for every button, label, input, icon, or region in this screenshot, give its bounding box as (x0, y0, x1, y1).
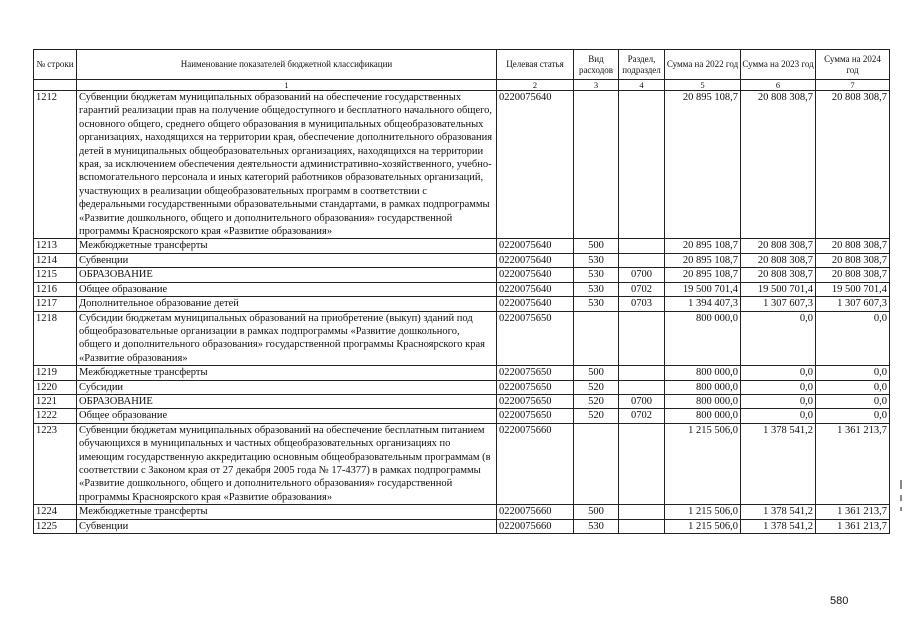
table-row (34, 239, 890, 253)
table-row (34, 519, 890, 533)
row-number: 1223 (34, 423, 77, 504)
row-number: 1222 (34, 409, 77, 423)
section-code (619, 239, 665, 253)
target-article: 0220075660 (497, 519, 574, 533)
expense-type: 520 (574, 409, 619, 423)
column-number (34, 80, 77, 91)
target-article: 0220075650 (497, 380, 574, 394)
column-number: 2 (497, 80, 574, 91)
indicator-name: Межбюджетные трансферты (77, 505, 497, 519)
sum-2022: 800 000,0 (665, 380, 741, 394)
indicator-name: Межбюджетные трансферты (77, 239, 497, 253)
target-article: 0220075650 (497, 366, 574, 380)
target-article: 0220075660 (497, 505, 574, 519)
section-code (619, 366, 665, 380)
row-number: 1220 (34, 380, 77, 394)
section-code: 0700 (619, 268, 665, 282)
column-number: 3 (574, 80, 619, 91)
sum-2022: 20 895 108,7 (665, 268, 741, 282)
section-code (619, 380, 665, 394)
column-number-row (34, 80, 890, 91)
section-code: 0700 (619, 394, 665, 408)
section-code (619, 253, 665, 267)
column-number: 6 (741, 80, 816, 91)
sum-2022: 1 215 506,0 (665, 423, 741, 504)
page-number: 580 (830, 595, 849, 607)
sum-2023: 0,0 (741, 409, 816, 423)
expense-type: 530 (574, 282, 619, 296)
sum-2024: 0,0 (816, 409, 890, 423)
column-number: 4 (619, 80, 665, 91)
sum-2023: 1 378 541,2 (741, 505, 816, 519)
target-article: 0220075640 (497, 239, 574, 253)
sum-2023: 20 808 308,7 (741, 253, 816, 267)
sum-2023: 20 808 308,7 (741, 91, 816, 239)
sum-2023: 0,0 (741, 394, 816, 408)
expense-type: 530 (574, 253, 619, 267)
table-row (34, 409, 890, 423)
sum-2024: 1 361 213,7 (816, 519, 890, 533)
target-article: 0220075650 (497, 311, 574, 366)
sum-2023: 1 307 607,3 (741, 297, 816, 311)
expense-type: 530 (574, 519, 619, 533)
indicator-name: Субвенции бюджетам муниципальных образований на обеспечение бесплатным питанием обучающихся в муниципальных и частных общеобразовательных организациях по имеющим государственную аккредитацию основным общеобразовательным программам (в соответствии с Законом края от 27 декабря 2005 года № 17-4377) в рамках подпрограммы «Развитие дошкольного, общего и дополнительного образования» государственной программы Красноярского края «Развитие образования» (77, 423, 497, 504)
row-number: 1225 (34, 519, 77, 533)
section-code (619, 423, 665, 504)
section-code: 0702 (619, 282, 665, 296)
sum-2024: 20 808 308,7 (816, 239, 890, 253)
scan-margin-mark (900, 507, 902, 511)
header-target-article: Целевая статья (497, 50, 574, 80)
sum-2022: 20 895 108,7 (665, 239, 741, 253)
target-article: 0220075640 (497, 268, 574, 282)
row-number: 1219 (34, 366, 77, 380)
indicator-name: Субвенции бюджетам муниципальных образований на обеспечение государственных гарантий реализации прав на получение общедоступного и бесплатного начального общего, основного общего, среднего общего образования в муниципальных общеобразовательных организациях, находящихся на территории края, обеспечение дополнительного образования детей в муниципальных общеобразовательных организациях, находящихся на территории края, за исключением обеспечения деятельности административно-хозяйственного, учебно-вспомогательного персонала и иных категорий работников образовательных организаций, участвующих в реализации общеобразовательных программ в соответствии с федеральными государственными образовательными стандартами, в рамках подпрограммы «Развитие дошкольного, общего и дополнительного образования» государственной программы Красноярского края «Развитие образования» (77, 91, 497, 239)
table-row (34, 297, 890, 311)
sum-2024: 0,0 (816, 394, 890, 408)
section-code: 0703 (619, 297, 665, 311)
sum-2023: 0,0 (741, 366, 816, 380)
section-code (619, 311, 665, 366)
sum-2023: 0,0 (741, 380, 816, 394)
indicator-name: Общее образование (77, 409, 497, 423)
header-indicator-name: Наименование показателей бюджетной классификации (77, 50, 497, 80)
target-article: 0220075640 (497, 282, 574, 296)
indicator-name: Субвенции (77, 519, 497, 533)
table-header-row (34, 50, 890, 80)
section-code (619, 91, 665, 239)
column-number: 5 (665, 80, 741, 91)
row-number: 1212 (34, 91, 77, 239)
table-row (34, 366, 890, 380)
header-sum-2024: Сумма на 2024 год (816, 50, 890, 80)
target-article: 0220075640 (497, 253, 574, 267)
row-number: 1215 (34, 268, 77, 282)
expense-type: 500 (574, 505, 619, 519)
header-section: Раздел, подраздел (619, 50, 665, 80)
column-number: 1 (77, 80, 497, 91)
table-body (34, 91, 890, 534)
sum-2022: 1 394 407,3 (665, 297, 741, 311)
indicator-name: Субсидии (77, 380, 497, 394)
table-row (34, 505, 890, 519)
expense-type (574, 91, 619, 239)
expense-type (574, 311, 619, 366)
row-number: 1218 (34, 311, 77, 366)
row-number: 1221 (34, 394, 77, 408)
sum-2024: 1 361 213,7 (816, 423, 890, 504)
sum-2024: 1 361 213,7 (816, 505, 890, 519)
sum-2022: 800 000,0 (665, 311, 741, 366)
sum-2022: 800 000,0 (665, 394, 741, 408)
expense-type: 520 (574, 380, 619, 394)
indicator-name: Дополнительное образование детей (77, 297, 497, 311)
table-row (34, 91, 890, 239)
table-row (34, 394, 890, 408)
sum-2022: 1 215 506,0 (665, 505, 741, 519)
sum-2022: 19 500 701,4 (665, 282, 741, 296)
sum-2024: 20 808 308,7 (816, 253, 890, 267)
header-sum-2022: Сумма на 2022 год (665, 50, 741, 80)
expense-type: 520 (574, 394, 619, 408)
table-row (34, 423, 890, 504)
table-row (34, 268, 890, 282)
section-code (619, 505, 665, 519)
sum-2024: 0,0 (816, 366, 890, 380)
section-code: 0702 (619, 409, 665, 423)
indicator-name: Общее образование (77, 282, 497, 296)
header-row-number: № строки (34, 50, 77, 80)
table-row (34, 253, 890, 267)
sum-2022: 20 895 108,7 (665, 91, 741, 239)
sum-2023: 1 378 541,2 (741, 423, 816, 504)
sum-2024: 1 307 607,3 (816, 297, 890, 311)
indicator-name: Межбюджетные трансферты (77, 366, 497, 380)
row-number: 1214 (34, 253, 77, 267)
scan-margin-mark (900, 480, 902, 489)
expense-type: 500 (574, 366, 619, 380)
column-number: 7 (816, 80, 890, 91)
expense-type: 500 (574, 239, 619, 253)
sum-2022: 20 895 108,7 (665, 253, 741, 267)
sum-2023: 0,0 (741, 311, 816, 366)
header-sum-2023: Сумма на 2023 год (741, 50, 816, 80)
section-code (619, 519, 665, 533)
header-expense-type: Вид расходов (574, 50, 619, 80)
sum-2024: 20 808 308,7 (816, 91, 890, 239)
target-article: 0220075660 (497, 423, 574, 504)
target-article: 0220075640 (497, 297, 574, 311)
row-number: 1224 (34, 505, 77, 519)
sum-2023: 20 808 308,7 (741, 268, 816, 282)
sum-2023: 20 808 308,7 (741, 239, 816, 253)
row-number: 1216 (34, 282, 77, 296)
row-number: 1217 (34, 297, 77, 311)
indicator-name: ОБРАЗОВАНИЕ (77, 268, 497, 282)
target-article: 0220075650 (497, 409, 574, 423)
sum-2024: 0,0 (816, 311, 890, 366)
row-number: 1213 (34, 239, 77, 253)
table-row (34, 282, 890, 296)
table-row (34, 380, 890, 394)
sum-2023: 19 500 701,4 (741, 282, 816, 296)
expense-type (574, 423, 619, 504)
expense-type: 530 (574, 297, 619, 311)
indicator-name: Субвенции (77, 253, 497, 267)
table-row (34, 311, 890, 366)
indicator-name: Субсидии бюджетам муниципальных образований на приобретение (выкуп) зданий под общеобразовательные организации в рамках подпрограммы «Развитие дошкольного, общего и дополнительного образования» государственной программы Красноярского края «Развитие образования» (77, 311, 497, 366)
sum-2023: 1 378 541,2 (741, 519, 816, 533)
expense-type: 530 (574, 268, 619, 282)
sum-2024: 0,0 (816, 380, 890, 394)
scan-margin-mark (900, 495, 902, 501)
sum-2022: 1 215 506,0 (665, 519, 741, 533)
budget-table (33, 49, 890, 534)
sum-2024: 19 500 701,4 (816, 282, 890, 296)
indicator-name: ОБРАЗОВАНИЕ (77, 394, 497, 408)
target-article: 0220075640 (497, 91, 574, 239)
sum-2024: 20 808 308,7 (816, 268, 890, 282)
sum-2022: 800 000,0 (665, 366, 741, 380)
target-article: 0220075650 (497, 394, 574, 408)
sum-2022: 800 000,0 (665, 409, 741, 423)
